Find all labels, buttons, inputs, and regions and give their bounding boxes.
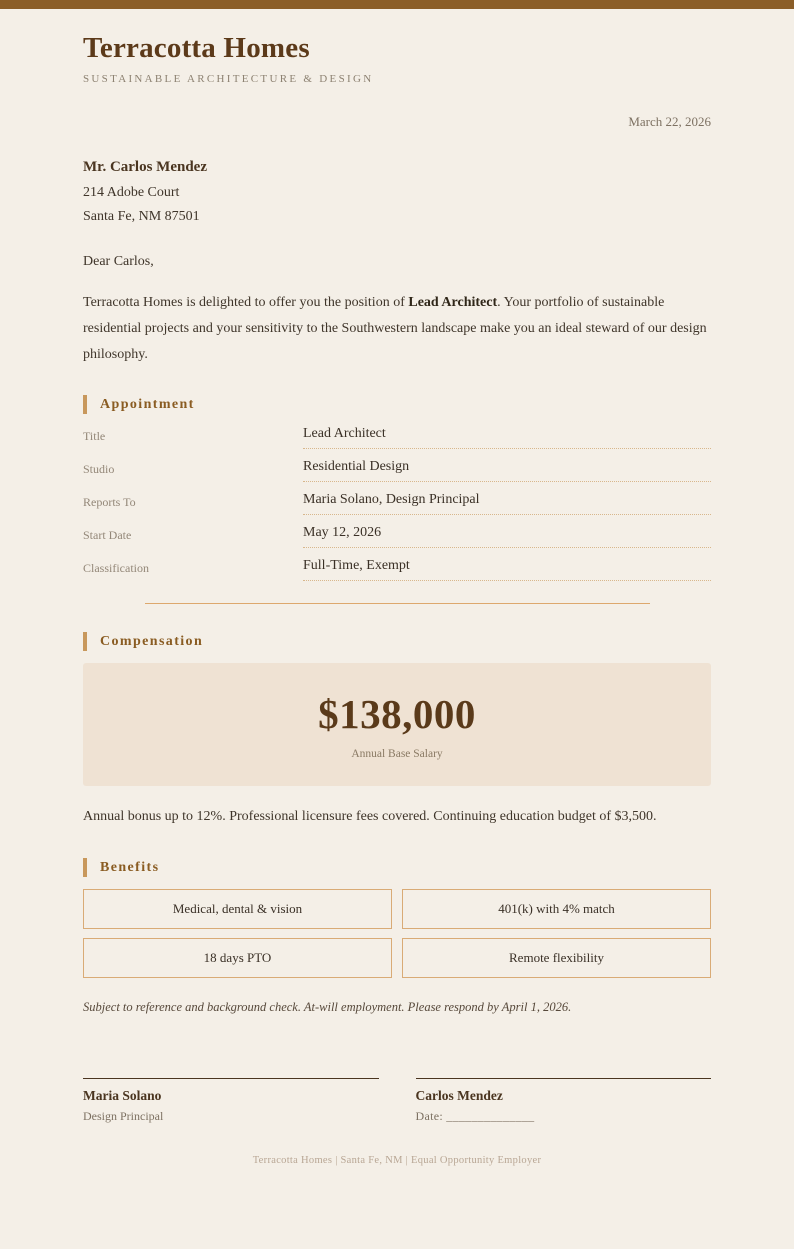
detail-label: Classification xyxy=(83,561,149,576)
company-name: Terracotta Homes xyxy=(83,32,310,64)
appointment-details xyxy=(83,426,711,581)
detail-label: Start Date xyxy=(83,528,132,543)
intro-text-before: Terracotta Homes is delighted to offer you the position of xyxy=(83,295,409,311)
top-accent-bar xyxy=(0,0,794,9)
letterhead xyxy=(83,9,711,85)
recipient-block xyxy=(83,155,711,229)
employer-signature-line xyxy=(83,1078,379,1079)
detail-row xyxy=(83,426,711,449)
benefits-section-heading xyxy=(83,858,711,877)
detail-label: Reports To xyxy=(83,495,136,510)
offered-role: Lead Architect xyxy=(408,295,498,311)
candidate-signature-date-field[interactable]: Date: ______________ xyxy=(415,1109,535,1124)
candidate-signature-name: Carlos Mendez xyxy=(415,1088,503,1104)
intro-text-after: . Your portfolio of sustainable residential projects and your sensitivity to the Southwestern landscape make you an ideal steward of our design philosophy. xyxy=(83,295,707,362)
detail-value: May 12, 2026 xyxy=(303,525,711,548)
benefits-grid xyxy=(83,889,711,978)
salutation: Dear Carlos, xyxy=(83,254,154,270)
benefit-item: 401(k) with 4% match xyxy=(402,889,711,929)
intro-paragraph xyxy=(83,290,711,367)
detail-row xyxy=(83,492,711,515)
benefits-heading-label: Benefits xyxy=(100,859,160,875)
salary-amount: $138,000 xyxy=(318,691,476,738)
section-accent-bar-icon xyxy=(83,858,87,877)
appointment-heading-label: Appointment xyxy=(100,396,195,412)
detail-row xyxy=(83,459,711,482)
employer-signature-block xyxy=(83,1078,379,1124)
detail-value: Full-Time, Exempt xyxy=(303,558,711,581)
candidate-signature-block xyxy=(416,1078,712,1124)
letter-date: March 22, 2026 xyxy=(628,114,711,130)
salary-highlight-box xyxy=(83,663,711,786)
detail-value: Lead Architect xyxy=(303,426,711,449)
legal-disclaimer: Subject to reference and background check. At-will employment. Please respond by April 1, 2026. xyxy=(83,1000,572,1015)
salary-caption: Annual Base Salary xyxy=(351,748,443,761)
detail-row xyxy=(83,525,711,548)
document-content xyxy=(0,9,794,1166)
candidate-signature-line xyxy=(416,1078,712,1079)
detail-label: Studio xyxy=(83,462,115,477)
recipient-name: Mr. Carlos Mendez xyxy=(83,159,207,176)
compensation-heading-label: Compensation xyxy=(100,633,204,649)
section-accent-bar-icon xyxy=(83,395,87,414)
page-footer: Terracotta Homes | Santa Fe, NM | Equal Opportunity Employer xyxy=(252,1155,542,1167)
company-tagline: SUSTAINABLE ARCHITECTURE & DESIGN xyxy=(83,73,374,86)
detail-row xyxy=(83,558,711,581)
section-divider xyxy=(145,603,650,604)
detail-value: Maria Solano, Design Principal xyxy=(303,492,711,515)
appointment-section-heading xyxy=(83,395,711,414)
benefit-item: 18 days PTO xyxy=(83,938,392,978)
recipient-street: 214 Adobe Court xyxy=(83,185,180,201)
detail-value: Residential Design xyxy=(303,459,711,482)
detail-label: Title xyxy=(83,429,106,444)
recipient-city-state-zip: Santa Fe, NM 87501 xyxy=(83,209,200,225)
compensation-section-heading xyxy=(83,632,711,651)
employer-signature-name: Maria Solano xyxy=(83,1088,162,1104)
compensation-note: Annual bonus up to 12%. Professional licensure fees covered. Continuing education budget of $3,500. xyxy=(83,809,657,825)
signature-area xyxy=(83,1078,711,1124)
employer-signature-role: Design Principal xyxy=(83,1109,164,1124)
benefit-item: Remote flexibility xyxy=(402,938,711,978)
benefit-item: Medical, dental & vision xyxy=(83,889,392,929)
section-accent-bar-icon xyxy=(83,632,87,651)
